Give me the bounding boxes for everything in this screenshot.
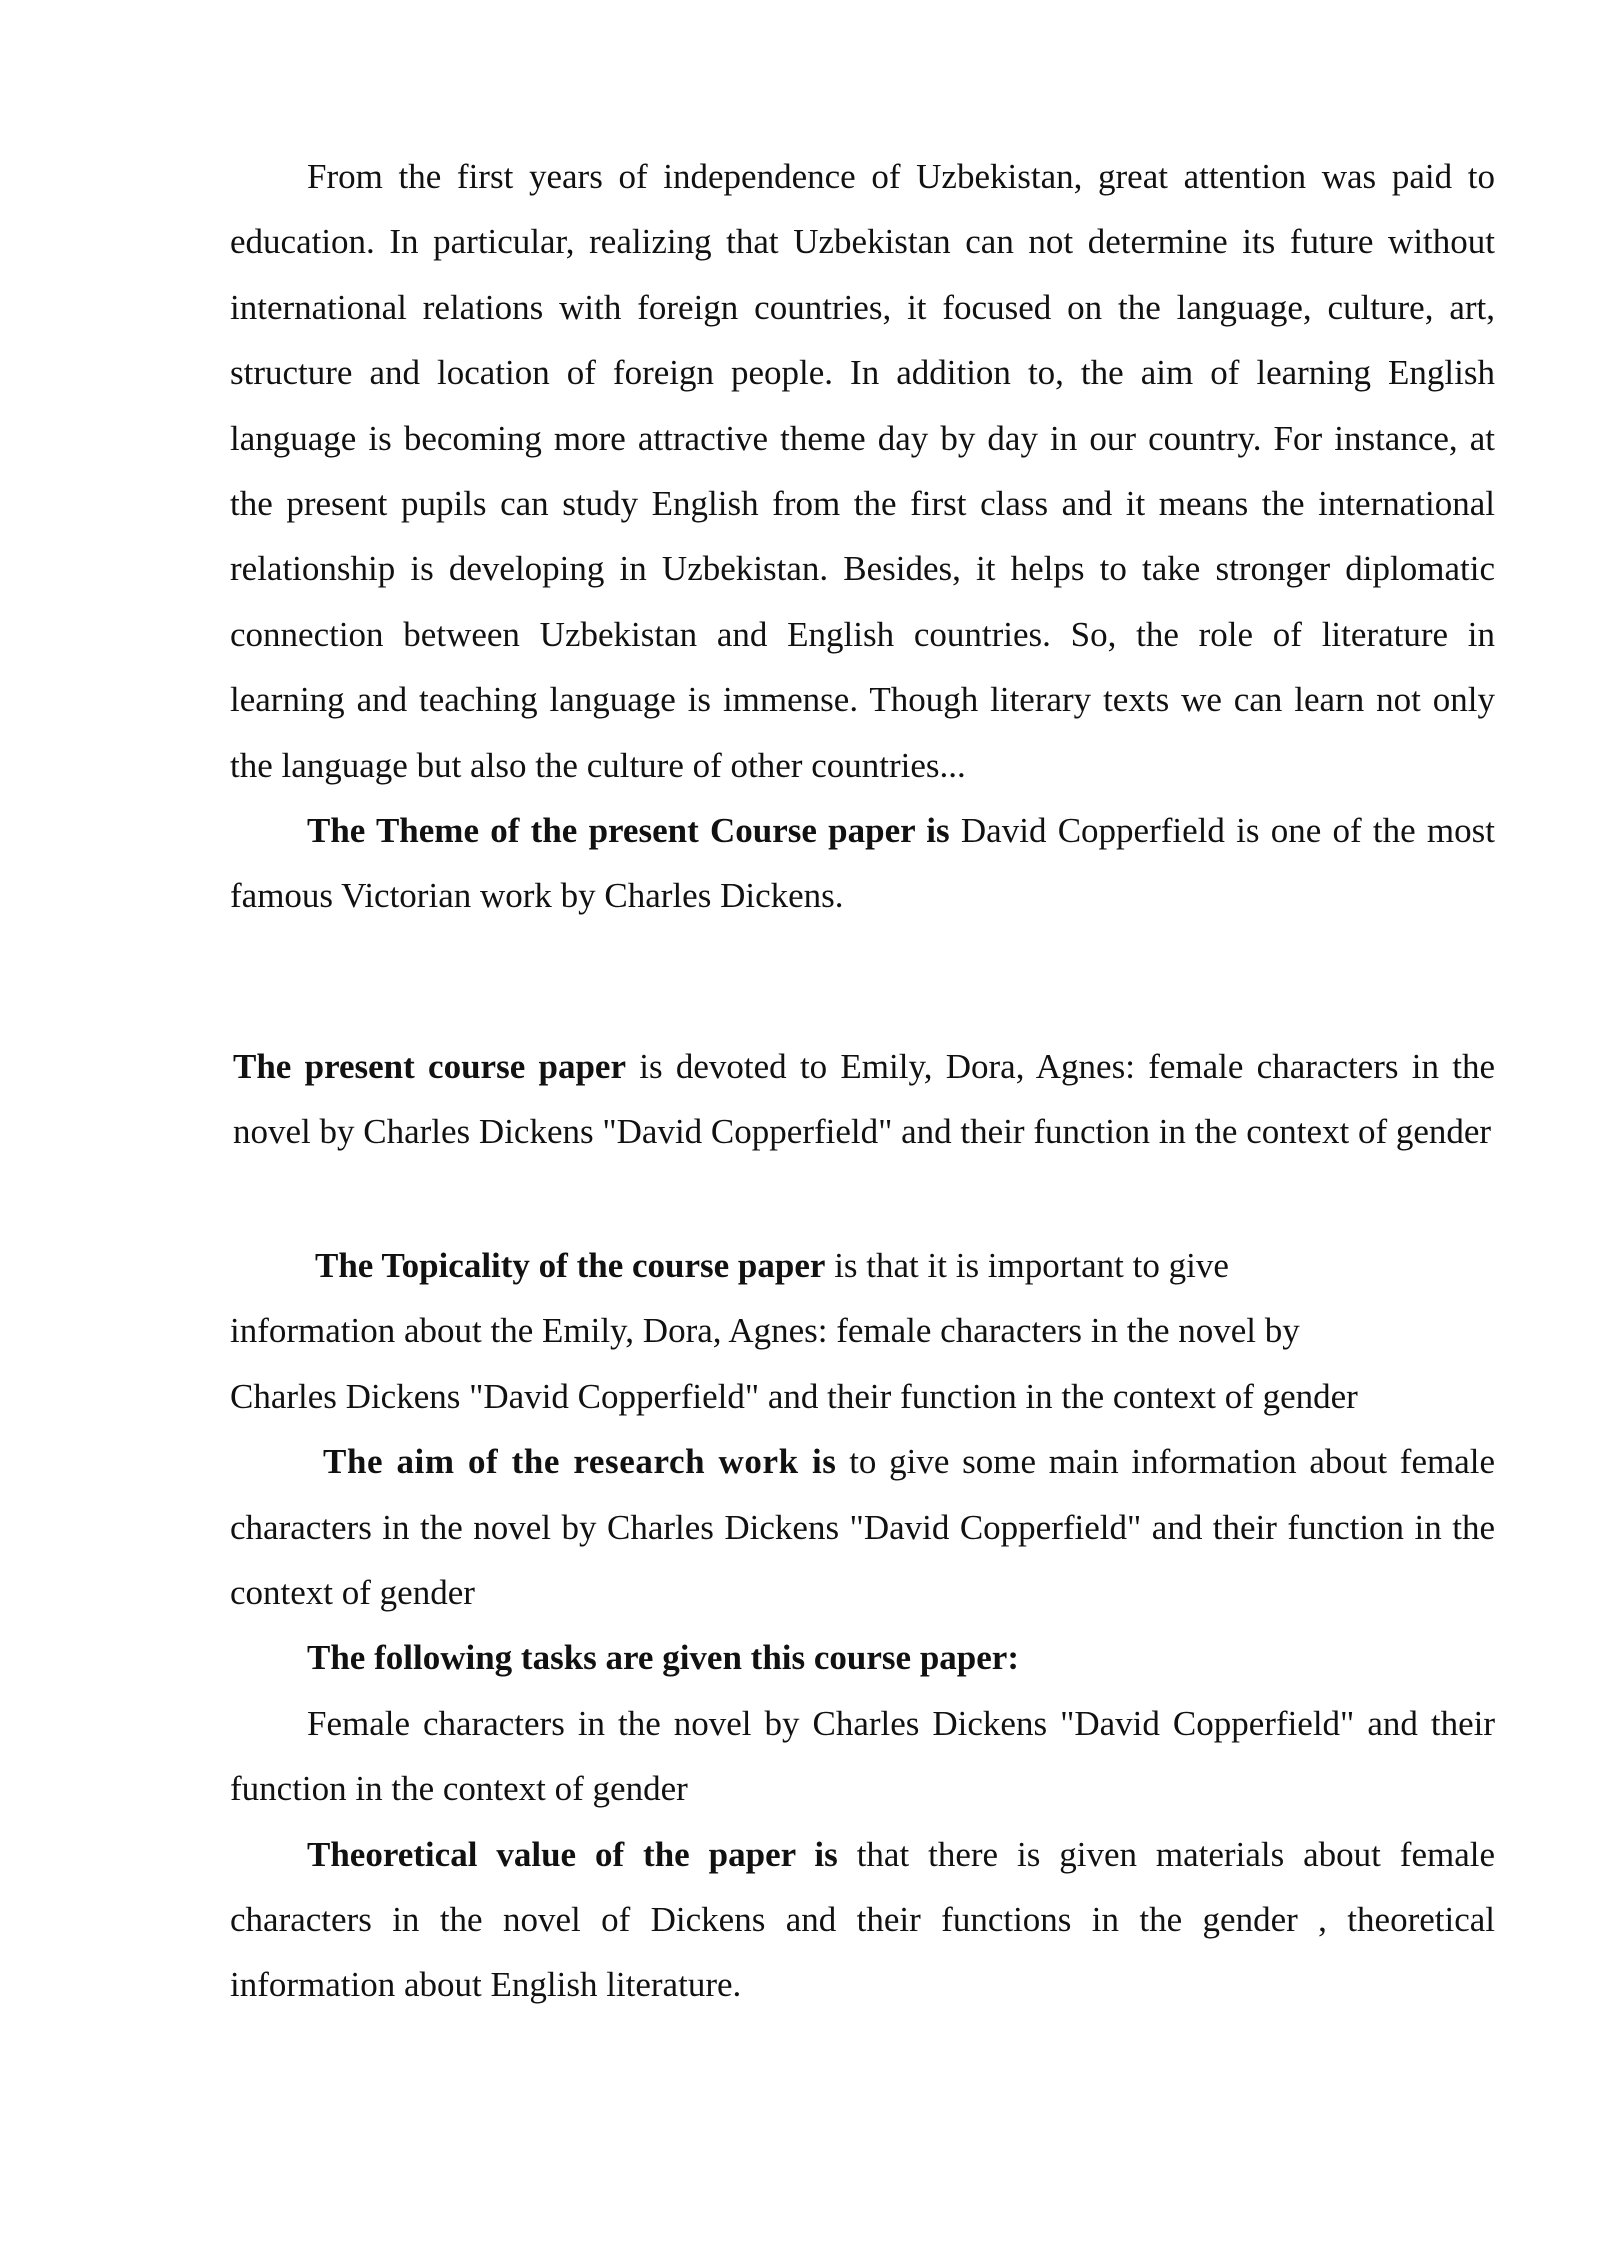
tasks-text: Female characters in the novel by Charles Dickens "David Copperfield" and their function in the context of gender — [230, 1703, 1495, 1809]
topicality-line-2: information about the Emily, Dora, Agnes: female characters in the novel by — [230, 1311, 1300, 1351]
topicality-label: The Topicality of the course paper — [315, 1246, 826, 1285]
subject-paragraph — [233, 1034, 1495, 1165]
theme-label: The Theme of the present Course paper is — [307, 811, 950, 851]
intro-paragraph — [230, 144, 1495, 798]
topicality-paragraph — [230, 1233, 1495, 1429]
subject-text: is devoted to Emily, Dora, Agnes: female characters in the novel by Charles Dickens "David Copperfield" and their function in the context of gender — [233, 1047, 1495, 1152]
aim-text: to give some main information about female characters in the novel by Charles Dickens "David Copperfield" and their function in the context of gender — [230, 1442, 1496, 1613]
theme-text: David Copperfield is one of the most famous Victorian work by Charles Dickens. — [230, 811, 1495, 916]
subject-label: The present course paper — [233, 1047, 627, 1086]
value-paragraph — [230, 1822, 1495, 2018]
topicality-line-3: Charles Dickens "David Copperfield" and their function in the context of gender — [230, 1376, 1358, 1416]
intro-text: From the first years of independence of Uzbekistan, great attention was paid to education. In particular, realizing that Uzbekistan can not determine its future without international relations with foreign countries, it focused on the language, culture, art, structure and location of foreign people. In addition to, the aim of learning English language is becoming more attractive theme day by day in our country. For instance, at the present pupils can study English from the first class and it means the international relationship is developing in Uzbekistan. Besides, it helps to take stronger diplomatic connection between Uzbekistan and English countries. So, the role of literature in learning and teaching language is immense. Though literary texts we can learn not only the language but also the culture of other countries... — [230, 157, 1495, 785]
body-text-section-2 — [233, 1034, 1495, 1165]
theme-paragraph — [230, 798, 1495, 929]
tasks-heading-paragraph — [230, 1625, 1495, 1690]
tasks-paragraph — [230, 1691, 1495, 1822]
value-text: that there is given materials about female characters in the novel of Dickens and their functions in the gender , theoretical information about English literature. — [230, 1834, 1496, 2005]
value-label: Theoretical value of the paper is — [307, 1834, 838, 1874]
body-text-section-3 — [230, 1233, 1495, 2018]
body-text-section-1 — [230, 144, 1495, 929]
aim-paragraph — [230, 1429, 1495, 1625]
aim-label: The aim of the research work is — [323, 1442, 837, 1482]
tasks-label: The following tasks are given this course paper: — [307, 1638, 1019, 1678]
topicality-line-1: is that it is important to give — [825, 1246, 1229, 1285]
